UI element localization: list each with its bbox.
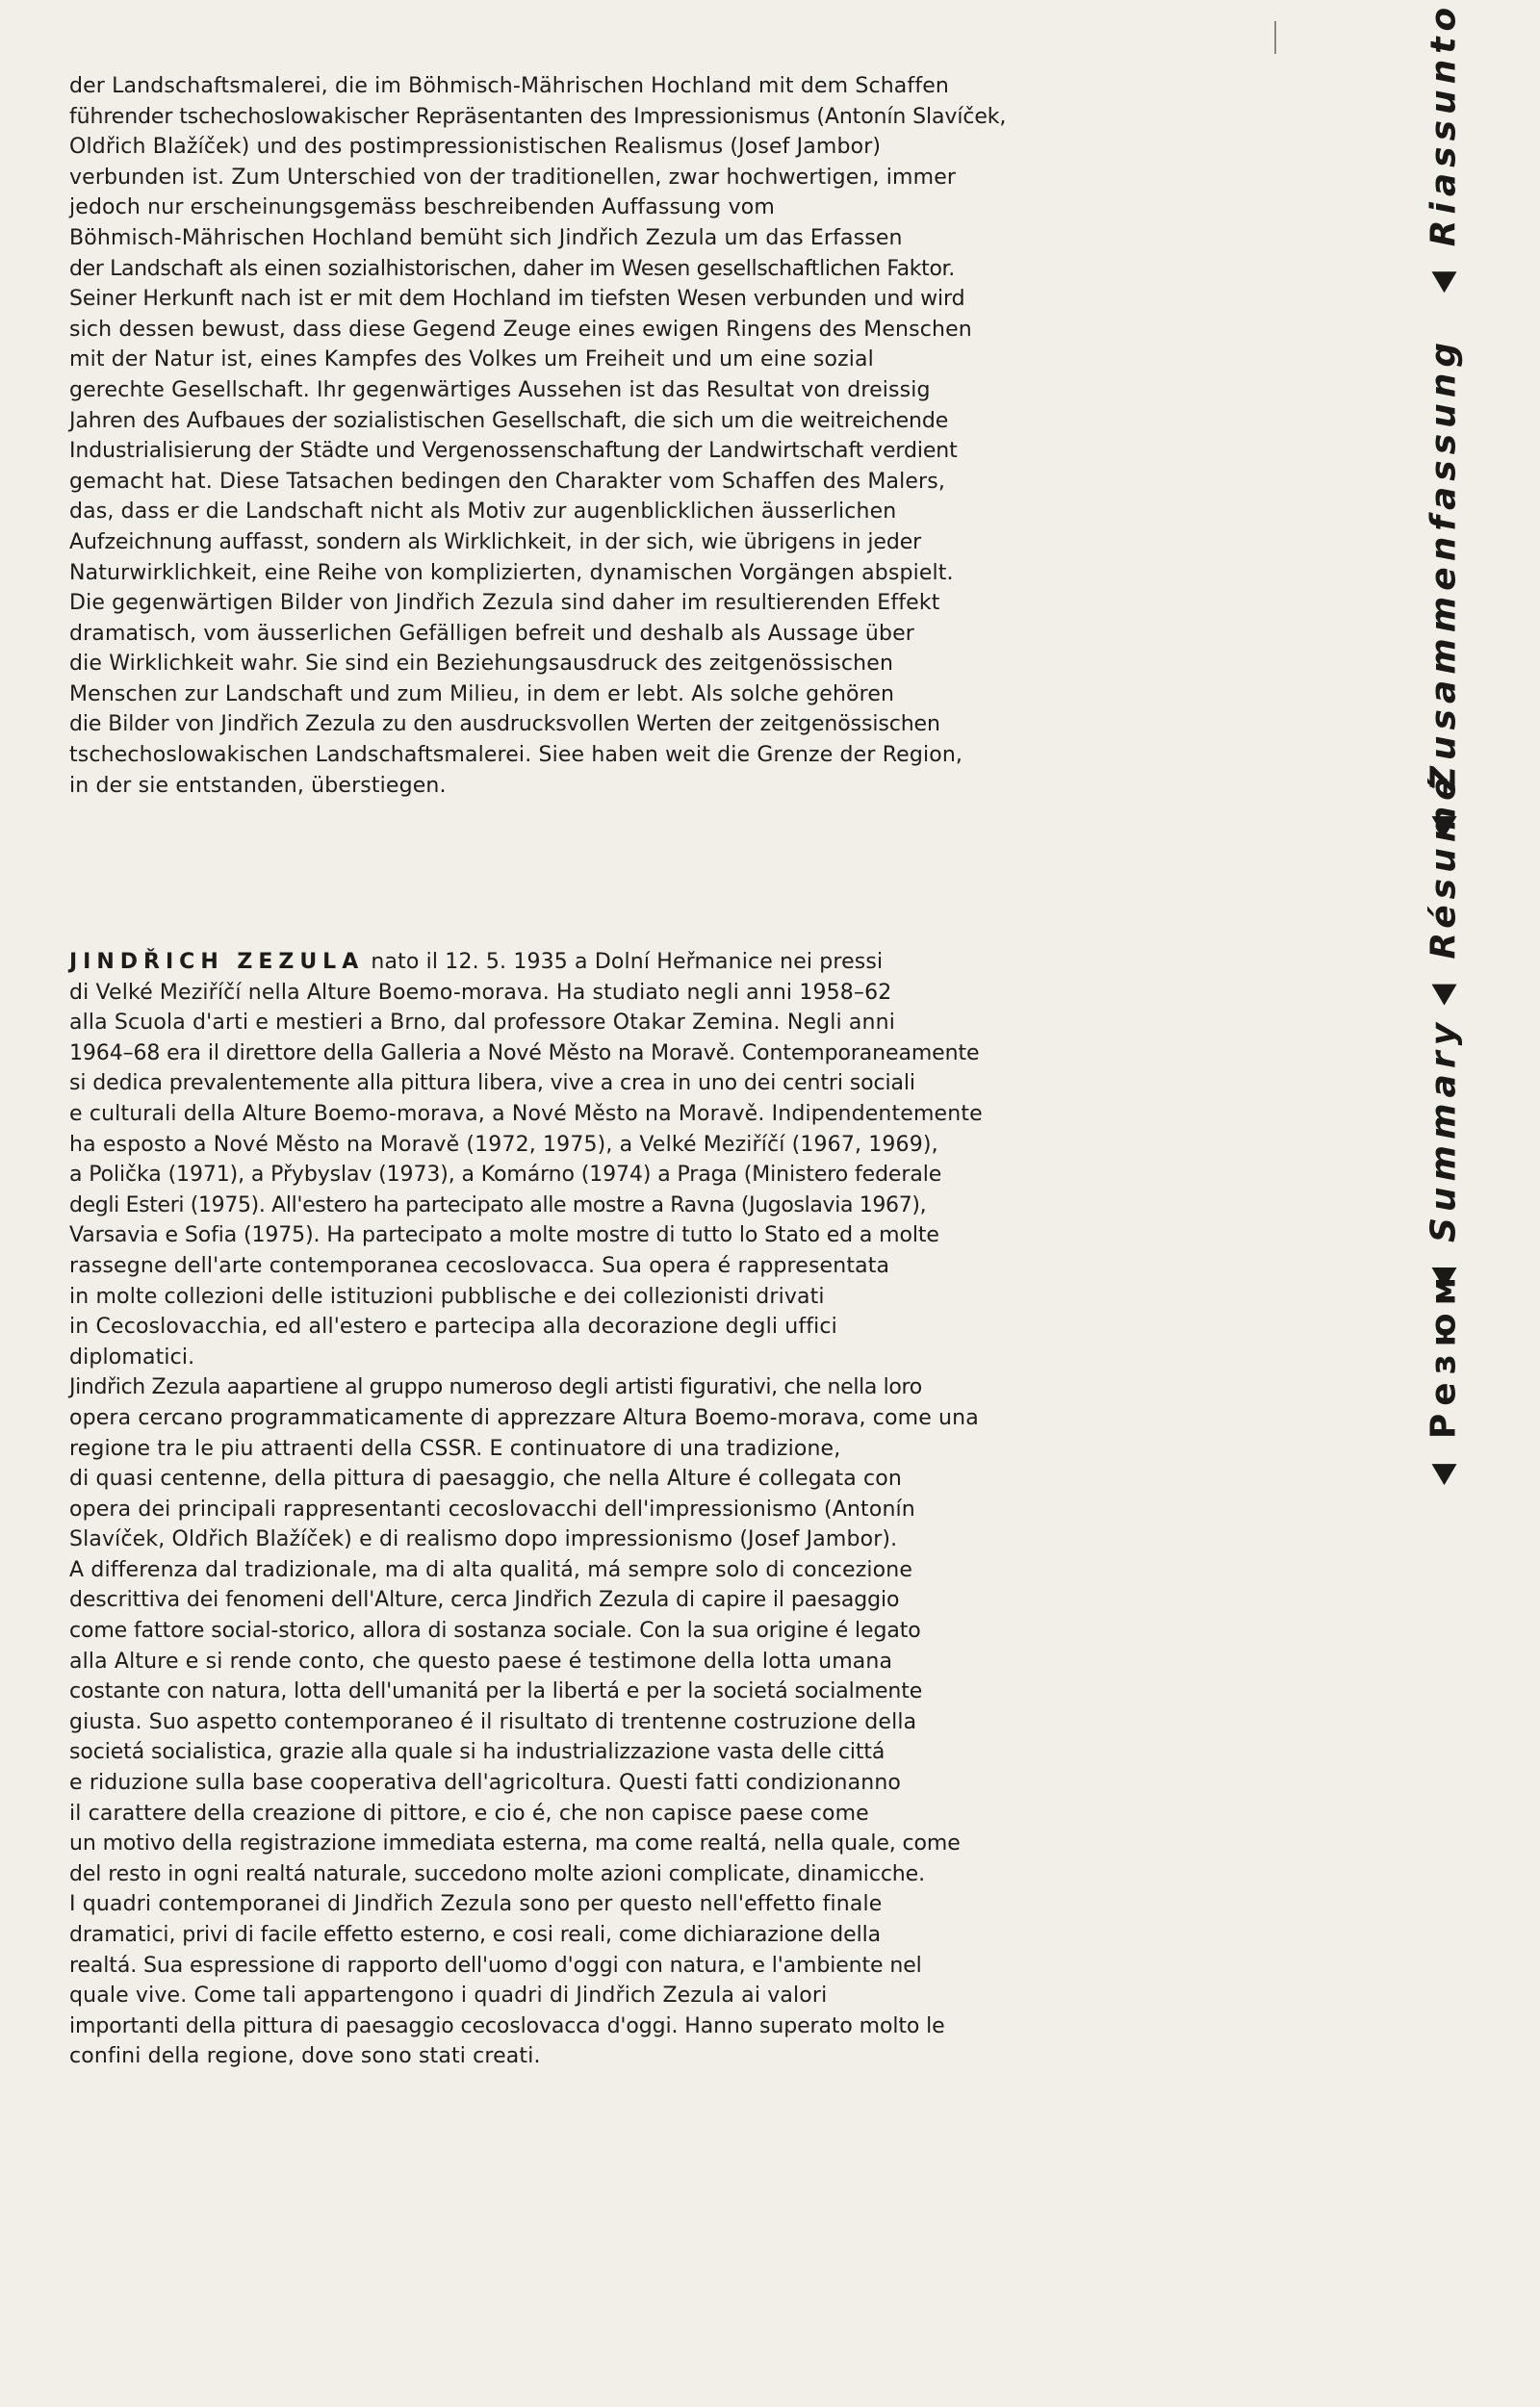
german-line: Seiner Herkunft nach ist er mit dem Hochland im tiefsten Wesen verbunden und wird [69,287,965,312]
italian-line: diplomatici. [69,1344,195,1370]
italian-line: 1964–68 era il direttore della Galleria a Nové Město na Moravě. Contemporaneamente [69,1040,980,1065]
italian-line: confini della regione, dove sono stati creati. [69,2044,541,2069]
german-line: Aufzeichnung auffasst, sondern als Wirklichkeit, in der sich, wie übrigens in jeder [69,529,922,554]
italian-line: alla Alture e si rende conto, che questo paese é testimone della lotta umana [69,1649,893,1674]
triangle-marker-icon [1431,271,1456,293]
german-line: tschechoslowakischen Landschaftsmalerei. Siee haben weit die Grenze der Region, [69,743,963,768]
triangle-marker-icon [1431,1464,1456,1485]
german-line: Die gegenwärtigen Bilder von Jindřich Zezula sind daher im resultierenden Effekt [69,591,940,616]
italian-line: del resto in ogni realtá naturale, succedono molte azioni complicate, dinamicche. [69,1861,925,1886]
german-line: die Wirklichkeit wahr. Sie sind ein Beziehungsausdruck des zeitgenössischen [69,652,894,677]
italian-line: Jindřich Zezula aapartiene al gruppo numeroso degli artisti figurativi, che nella loro [69,1375,922,1400]
german-line: in der sie entstanden, überstiegen. [69,773,447,798]
italian-line: Varsavia e Sofia (1975). Ha partecipato a molte mostre di tutto lo Stato ed a molte [69,1223,939,1248]
sidebar-entry-3 [1424,1017,1464,1289]
italian-line: I quadri contemporanei di Jindřich Zezula sono per questo nell'effetto finale [69,1892,883,1917]
italian-line: si dedica prevalentemente alla pittura libera, vive a crea in uno dei centri sociali [69,1071,915,1096]
sidebar-entry-1 [1424,337,1464,837]
german-line: jedoch nur erscheinungsgemäss beschreibenden Auffassung vom [69,195,775,220]
german-line: gemacht hat. Diese Tatsachen bedingen den Charakter vom Schaffen des Malers, [69,469,946,494]
artist-name: JINDŘICH ZEZULA [69,950,365,974]
italian-line: societá socialistica, grazie alla quale si ha industrializzazione vasta delle cittá [69,1740,886,1765]
italian-first-line-rest: nato il 12. 5. 1935 a Dolní Heřmanice nei pressi [364,950,884,974]
italian-line: e riduzione sulla base cooperativa dell'agricoltura. Questi fatti condizionanno [69,1771,902,1796]
italian-line: in Cecoslovacchia, ed all'estero e partecipa alla decorazione degli uffici [69,1315,837,1340]
italian-line: Slavíček, Oldřich Blažíček) e di realismo dopo impressionismo (Josef Jambor). [69,1527,898,1552]
italian-lines [69,978,1234,2072]
german-line: Naturwirklichkeit, eine Reihe von komplizierten, dynamischen Vorgängen abspielt. [69,560,954,585]
italian-line: quale vive. Come tali appartengono i quadri di Jindřich Zezula ai valori [69,1984,828,2009]
italian-line: alla Scuola d'arti e mestieri a Brno, dal professore Otakar Zemina. Negli anni [69,1011,896,1036]
italian-line: descrittiva dei fenomeni dell'Alture, cerca Jindřich Zezula di capire il paesaggio [69,1588,900,1613]
triangle-marker-icon [1431,985,1456,1006]
german-line: Oldřich Blažíček) und des postimpressionistischen Realismus (Josef Jambor) [69,135,882,160]
italian-summary-text [69,947,1234,2072]
italian-line: un motivo della registrazione immediata esterna, ma come realtá, nella quale, come [69,1831,961,1856]
italian-line: importanti della pittura di paesaggio cecoslovacca d'oggi. Hanno superato molto le [69,2013,945,2038]
italian-line: costante con natura, lotta dell'umanitá per la libertá e per la societá socialmente [69,1679,923,1704]
italian-line: opera cercano programmaticamente di apprezzare Altura Boemo-morava, come una [69,1405,979,1430]
german-line: der Landschaft als einen sozialhistorischen, daher im Wesen gesellschaftlichen Faktor. [69,256,955,281]
sidebar-entry-label: Riassunto [1424,1,1464,246]
italian-line: e culturali della Alture Boemo-morava, a Nové Město na Moravě. Indipendentemente [69,1101,983,1126]
italian-line: di quasi centenne, della pittura di paesaggio, che nella Alture é collegata con [69,1467,902,1492]
italian-line: dramatici, privi di facile effetto esterno, e cosi reali, come dichiarazione della [69,1923,881,1947]
sidebar-entry-2 [1424,771,1464,1005]
german-line: gerechte Gesellschaft. Ihr gegenwärtiges Aussehen ist das Resultat von dreissig [69,377,931,402]
italian-line: a Polička (1971), a Přybyslav (1973), a Komárno (1974) a Praga (Ministero federale [69,1163,942,1188]
german-line: das, dass er die Landschaft nicht als Motiv zur augenblicklichen äusserlichen [69,499,897,525]
sidebar-entry-label: Zusammenfassung [1424,337,1464,792]
italian-line: come fattore social-storico, allora di sostanza sociale. Con la sua origine é legato [69,1619,921,1644]
sidebar-entry-label: Résumé [1424,771,1464,960]
german-line: Menschen zur Landschaft und zum Milieu, in dem er lebt. Als solche gehören [69,681,895,706]
sidebar-entry-label: Резюм [1424,1268,1464,1439]
sidebar-entry-label: Summary [1424,1016,1464,1243]
italian-line: degli Esteri (1975). All'estero ha partecipato alle mostre a Ravna (Jugoslavia 1967), [69,1192,927,1217]
italian-line: giusta. Suo aspetto contemporaneo é il risultato di trentenne costruzione della [69,1709,917,1734]
german-line: Böhmisch-Mährischen Hochland bemüht sich Jindřich Zezula um das Erfassen [69,225,903,250]
italian-line: di Velké Meziříčí nella Alture Boemo-morava. Ha studiato negli anni 1958–62 [69,980,892,1005]
italian-line: il carattere della creazione di pittore, e cio é, che non capisce paese come [69,1801,869,1826]
italian-line: realtá. Sua espressione di rapporto dell'uomo d'oggi con natura, e l'ambiente nel [69,1953,922,1978]
german-line: sich dessen bewust, dass diese Gegend Zeuge eines ewigen Ringens des Menschen [69,317,972,342]
german-line: dramatisch, vom äusserlichen Gefälligen befreit und deshalb als Aussage über [69,621,914,646]
german-line: mit der Natur ist, eines Kampfes des Volkes um Freiheit und um eine sozial [69,347,874,372]
german-line: Industrialisierung der Städte und Vergenossenschaftung der Landwirtschaft verdient [69,439,958,464]
language-sidebar [1386,0,1502,2407]
italian-line: ha esposto a Nové Město na Moravě (1972, 1975), a Velké Meziříčí (1967, 1969), [69,1132,938,1157]
italian-line: regione tra le piu attraenti della CSSR. E continuatore di una tradizione, [69,1436,841,1461]
italian-line: A differenza dal tradizionale, ma di alta qualitá, má sempre solo di concezione [69,1557,913,1582]
german-line: der Landschaftsmalerei, die im Böhmisch-Mährischen Hochland mit dem Schaffen [69,74,950,98]
german-summary-text [69,71,1234,801]
italian-line: rassegne dell'arte contemporanea cecoslovacca. Sua opera é rappresentata [69,1253,890,1278]
german-line: Jahren des Aufbaues der sozialistischen Gesellschaft, die sich um die weitreichende [69,408,949,433]
italian-line: opera dei principali rappresentanti cecoslovacchi dell'impressionismo (Antonín [69,1497,915,1522]
sidebar-entry-0 [1424,1,1464,292]
margin-mark [1274,21,1276,54]
italian-first-line [69,947,1234,978]
italian-line: in molte collezioni delle istituzioni pubblische e dei collezionisti drivati [69,1284,825,1309]
german-line: führender tschechoslowakischer Repräsentanten des Impressionismus (Antonín Slavíček, [69,104,1007,129]
german-line: die Bilder von Jindřich Zezula zu den ausdrucksvollen Werten der zeitgenössischen [69,712,940,737]
german-line: verbunden ist. Zum Unterschied von der traditionellen, zwar hochwertigen, immer [69,165,957,190]
sidebar-entry-4 [1424,1268,1464,1484]
